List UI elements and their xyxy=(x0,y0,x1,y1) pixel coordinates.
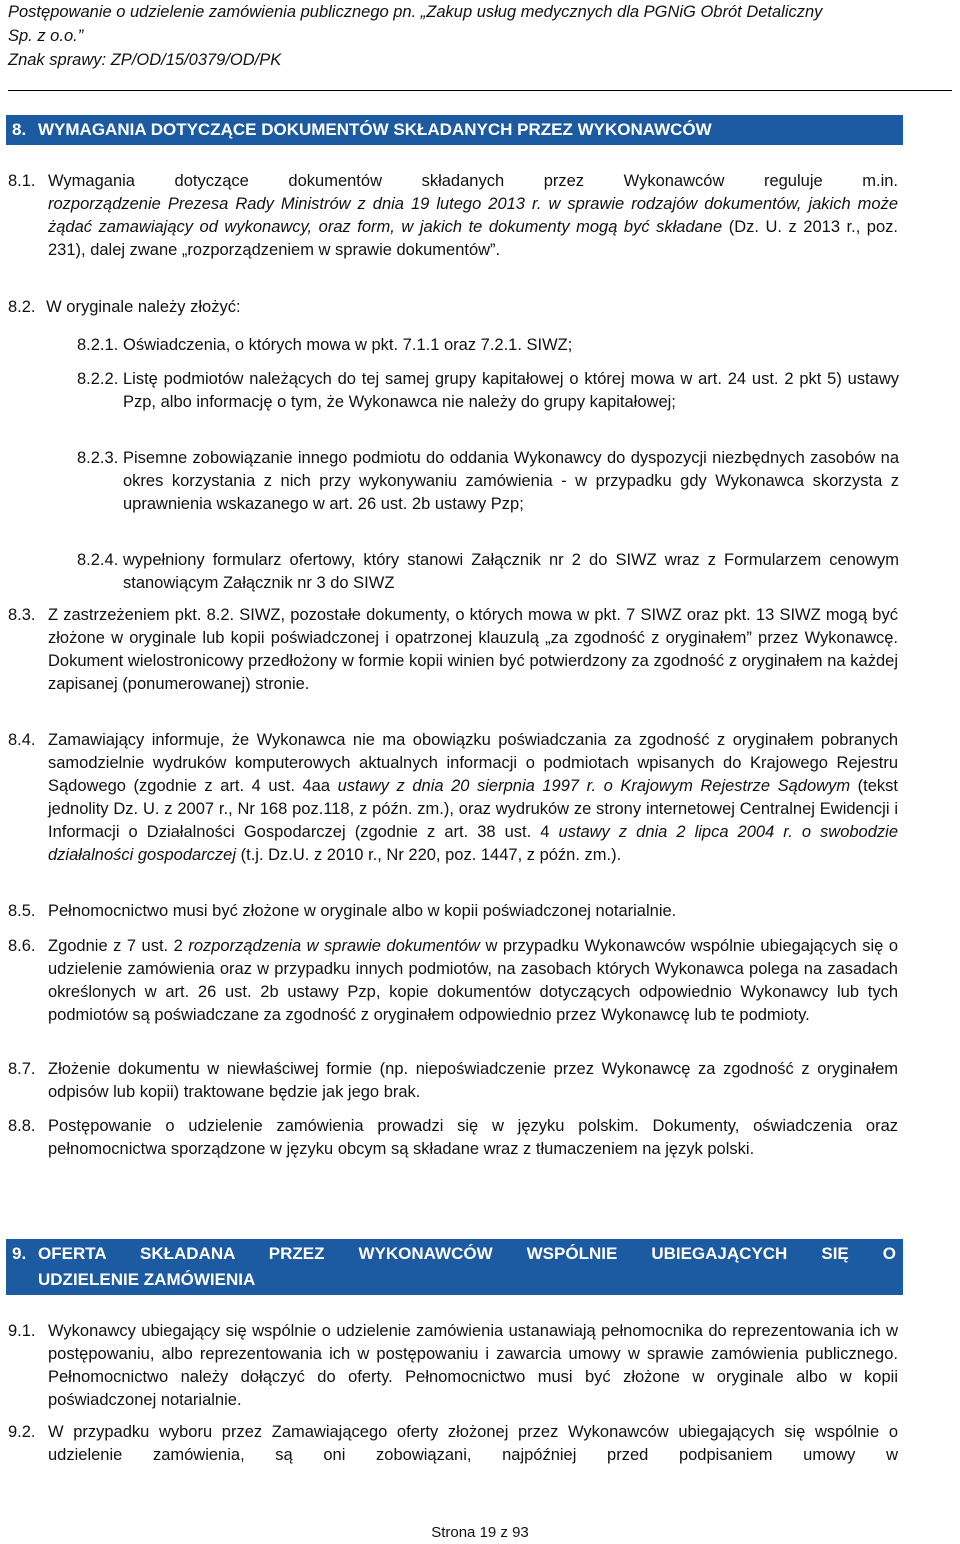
text-run: Zamawiający informuje, że Wykonawca nie ma obowiązku poświadczania za zgodność z oryginałem pobranych samodzielnie wydruków komputerowych aktualnych informacji o podmiotach wpisanych do Krajowego Rejestru Sądowego (zgodnie z art. 4 ust. 4aa xyxy=(48,731,898,795)
page-number: Strona 19 z 93 xyxy=(431,1524,529,1541)
paragraph-text: Pełnomocnictwo musi być złożone w oryginale albo w kopii poświadczonej notarialnie. xyxy=(48,902,677,920)
paragraph-number: 8.6. xyxy=(8,937,36,955)
paragraph-body xyxy=(8,193,898,262)
paragraph-text: Z zastrzeżeniem pkt. 8.2. SIWZ, pozostałe dokumenty, o których mowa w pkt. 7 SIWZ oraz pkt. 13 SIWZ mogą być złożone w oryginale lub kopii poświadczonej i opatrzonej klauzulą „za zgodność z oryginałem” przez Wykonawcę. Dokument wielostronicowy przedłożony w formie kopii winien być potwierdzony za zgodność z oryginałem na każdej zapisanej (ponumerowanej) stronie. xyxy=(48,606,898,693)
section-8-heading xyxy=(6,115,903,145)
header-title-cont: Sp. z o.o.” xyxy=(8,27,84,45)
paragraph-9-2 xyxy=(8,1421,898,1467)
paragraph-number: 8.7. xyxy=(8,1060,36,1078)
paragraph-text xyxy=(8,935,898,1027)
paragraph-text: Wykonawcy ubiegający się wspólnie o udzielenie zamówienia ustanawiają pełnomocnika do reprezentowania ich w postępowaniu, albo reprezentowania ich w postępowaniu i zawarcia umowy w sprawie zamówienia publicznego. Pełnomocnictwo należy dołączyć do oferty. Pełnomocnictwo musi być złożone w oryginale albo w kopii poświadczonej notarialnie. xyxy=(48,1322,898,1409)
paragraph-number: 8.2. xyxy=(8,298,36,316)
paragraph-8-6 xyxy=(8,935,898,1027)
text-run: Zgodnie z 7 ust. 2 xyxy=(48,937,189,955)
header-title: Postępowanie o udzielenie zamówienia publicznego pn. „Zakup usług medycznych dla PGNiG Obrót Detaliczny xyxy=(8,3,823,21)
paragraph-number: 8.5. xyxy=(8,902,36,920)
paragraph-8-4 xyxy=(8,729,898,867)
paragraph-lead: Wymagania dotyczące dokumentów składanych przez Wykonawców reguluje m.in. xyxy=(48,172,898,190)
list-item-8-2-2 xyxy=(77,368,899,414)
item-number: 8.2.2. xyxy=(77,370,119,388)
paragraph-text: W przypadku wyboru przez Zamawiającego oferty złożonej przez Wykonawców ubiegających się wspólnie o udzielenie zamówienia, są oni zobowiązani, najpóźniej przed podpisaniem umowy w xyxy=(48,1423,898,1464)
item-text: wypełniony formularz ofertowy, który stanowi Załącznik nr 2 do SIWZ wraz z Formularzem cenowym stanowiącym Załącznik nr 3 do SIWZ xyxy=(123,551,899,592)
section-title: WYMAGANIA DOTYCZĄCE DOKUMENTÓW SKŁADANYCH PRZEZ WYKONAWCÓW xyxy=(38,120,712,139)
paragraph-number: 8.4. xyxy=(8,731,36,749)
law-title: ustawy z dnia 20 sierpnia 1997 r. o Krajowym Rejestrze Sądowym xyxy=(337,777,851,795)
paragraph-number: 9.1. xyxy=(8,1322,36,1340)
item-text: Oświadczenia, o których mowa w pkt. 7.1.1 oraz 7.2.1. SIWZ; xyxy=(123,336,573,354)
paragraph-number: 8.1. xyxy=(8,172,36,190)
paragraph-8-3 xyxy=(8,604,898,696)
paragraph-8-8 xyxy=(8,1115,898,1161)
paragraph-text: Postępowanie o udzielenie zamówienia prowadzi się w języku polskim. Dokumenty, oświadczenia oraz pełnomocnictwa sporządzone w języku obcym są składane wraz z tłumaczeniem na język polski. xyxy=(48,1117,898,1158)
paragraph-8-1 xyxy=(8,170,898,262)
section-title xyxy=(38,1241,896,1293)
item-text: Listę podmiotów należących do tej samej grupy kapitałowej o której mowa w art. 24 ust. 2 pkt 5) ustawy Pzp, albo informację o tym, że Wykonawca nie należy do grupy kapitałowej; xyxy=(123,370,899,411)
paragraph-text: Złożenie dokumentu w niewłaściwej formie (np. niepoświadczenie przez Wykonawcę za zgodność z oryginałem odpisów lub kopii) traktowane będzie jak jego brak. xyxy=(48,1060,898,1101)
paragraph-number: 8.3. xyxy=(8,606,36,624)
list-item-8-2-3 xyxy=(77,447,899,516)
paragraph-8-2 xyxy=(8,296,898,319)
paragraph-text xyxy=(8,729,898,867)
text-run: (t.j. Dz.U. z 2010 r., Nr 220, poz. 1447, z późn. zm.). xyxy=(236,846,622,864)
item-number: 8.2.3. xyxy=(77,449,119,467)
text-run: w przypadku Wykonawców wspólnie ubiegających się o udzielenie zamówienia oraz w przypadku innych podmiotów, na zasobach których Wykonawca polega na zasadach określonych w art. 26 ust. 2b ustawy Pzp, kopie dokumentów dotyczących odpowiednio Wykonawcy lub tych podmiotów są poświadczane za zgodność z oryginałem odpowiednio przez Wykonawcę lub te podmioty. xyxy=(48,937,899,1024)
section-title-line: OFERTA SKŁADANA PRZEZ WYKONAWCÓW WSPÓLNIE UBIEGAJĄCYCH SIĘ O xyxy=(38,1244,896,1263)
regulation-title: rozporządzenia w sprawie dokumentów xyxy=(188,937,480,955)
item-number: 8.2.1. xyxy=(77,336,119,354)
paragraph-8-5 xyxy=(8,900,898,923)
law-title: ustawy z dnia 2 lipca 2004 r. o swobodzie działalności gospodarczej xyxy=(48,823,898,864)
section-number: 8. xyxy=(12,120,27,139)
list-item-8-2-4 xyxy=(77,549,899,595)
page-header xyxy=(8,0,952,91)
section-number: 9. xyxy=(12,1244,27,1263)
list-item-8-2-1 xyxy=(77,334,899,357)
text-run: (tekst jednolity Dz. U. z 2007 r., Nr 168 poz.118, z późn. zm.), oraz wydruków ze strony internetowej Centralnej Ewidencji i Informacji o Działalności Gospodarczej (zgodnie z art. 38 ust. 4 xyxy=(48,777,898,841)
paragraph-number: 8.8. xyxy=(8,1117,36,1135)
section-9-heading xyxy=(6,1239,903,1295)
paragraph-9-1 xyxy=(8,1320,898,1412)
item-number: 8.2.4. xyxy=(77,551,119,569)
header-case-number: Znak sprawy: ZP/OD/15/0379/OD/PK xyxy=(8,51,282,69)
paragraph-8-7 xyxy=(8,1058,898,1104)
item-text: Pisemne zobowiązanie innego podmiotu do oddania Wykonawcy do dyspozycji niezbędnych zasobów na okres korzystania z nich przy wykonywaniu zamówienia - w przypadku gdy Wykonawca skorzysta z uprawnienia wskazanego w art. 26 ust. 2b ustawy Pzp; xyxy=(123,449,899,513)
regulation-citation: (Dz. U. z 2013 r., poz. 231), dalej zwane „rozporządzeniem w sprawie dokumentów”. xyxy=(48,218,898,259)
paragraph-text: W oryginale należy złożyć: xyxy=(46,298,241,316)
paragraph-number: 9.2. xyxy=(8,1423,36,1441)
section-title-line: UDZIELENIE ZAMÓWIENIA xyxy=(38,1270,256,1289)
regulation-title: rozporządzenie Prezesa Rady Ministrów z dnia 19 lutego 2013 r. w sprawie rodzajów dokumentów, jakich może żądać zamawiający od wykonawcy, oraz form, w jakich te dokumenty mogą być składane xyxy=(48,195,898,236)
